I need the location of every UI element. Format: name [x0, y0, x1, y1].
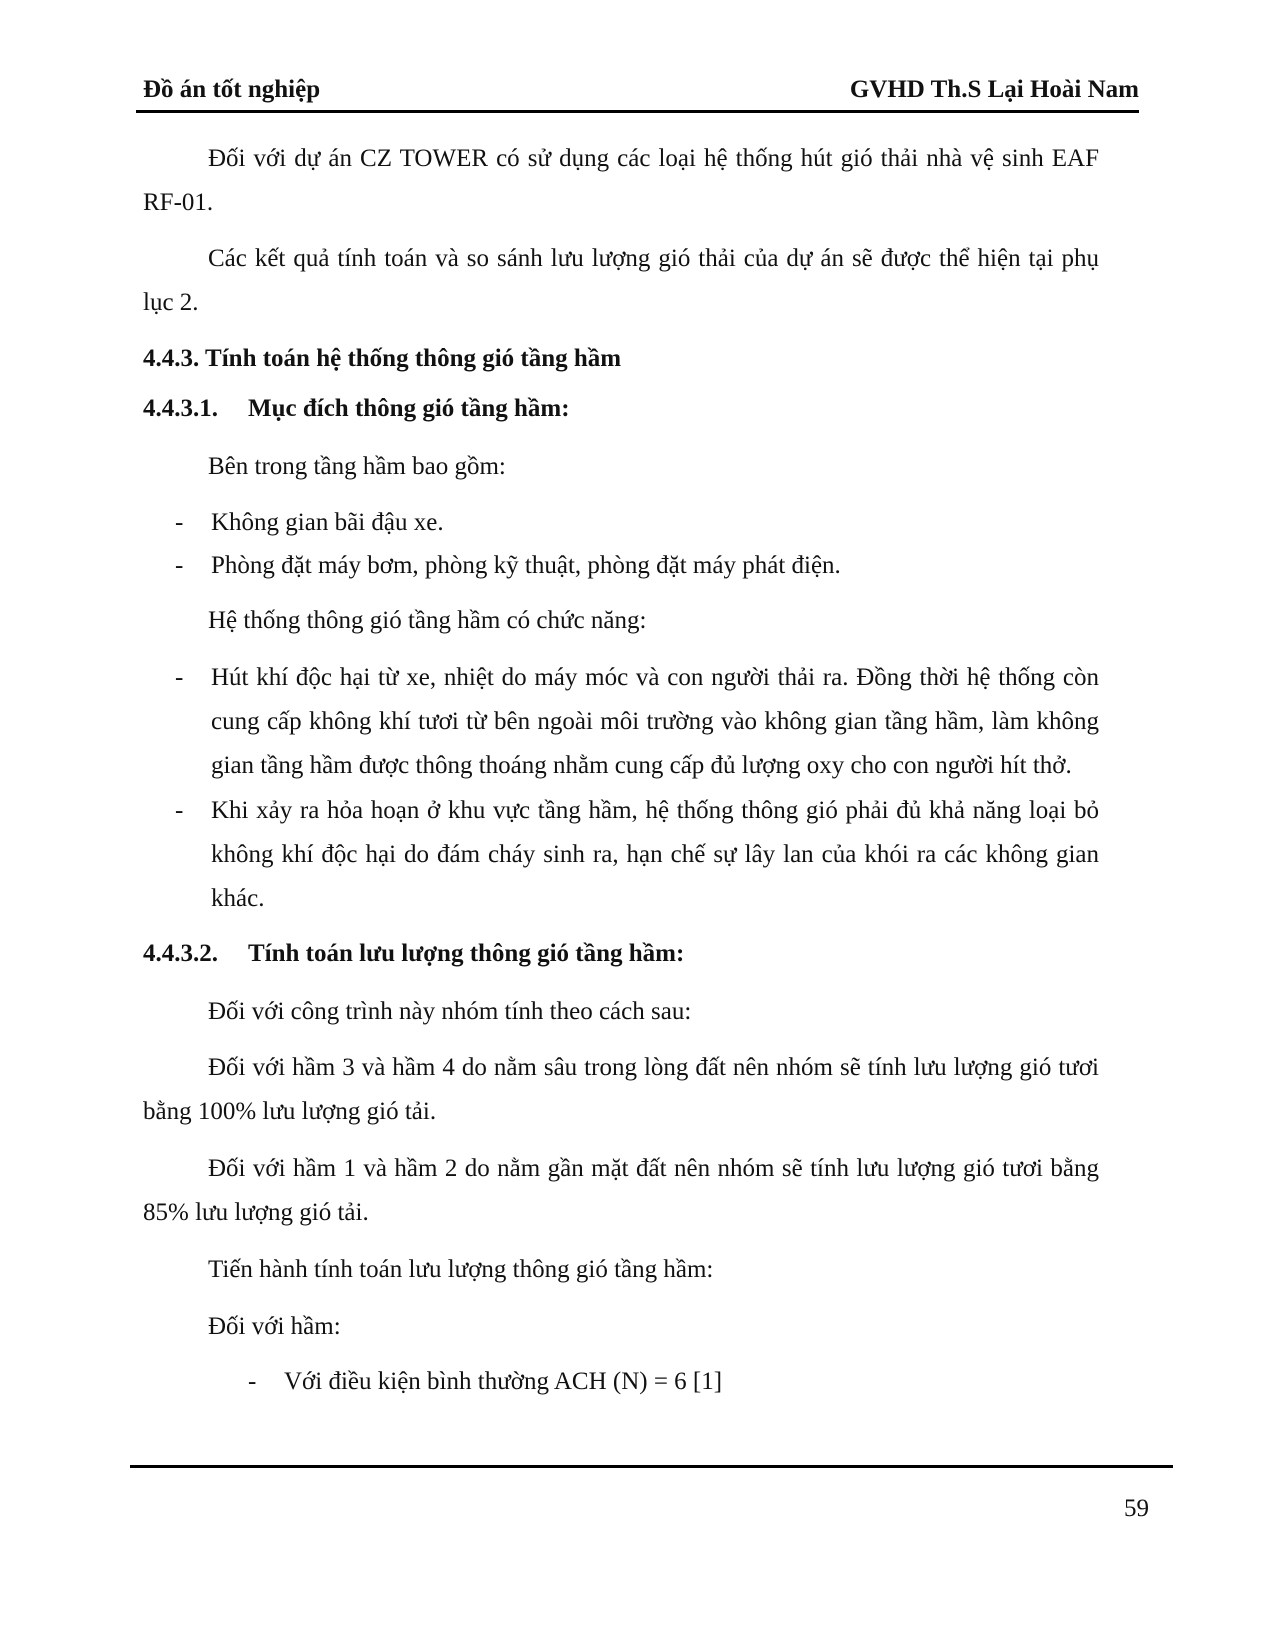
bullet-dash: -: [175, 509, 184, 536]
bullet-item: Với điều kiện bình thường ACH (N) = 6 [1]: [284, 1368, 723, 1395]
paragraph-line: Tiến hành tính toán lưu lượng thông gió tầng hầm:: [208, 1256, 714, 1283]
bullet-dash: -: [175, 664, 184, 691]
paragraph-line: lục 2.: [143, 289, 199, 316]
bullet-item-continuation: gian tầng hầm được thông thoáng nhằm cung cấp đủ lượng oxy cho con người hít thở.: [211, 752, 1072, 779]
paragraph-line: Đối với hầm:: [208, 1313, 341, 1340]
paragraph-line: Đối với hầm 1 và hầm 2 do nằm gần mặt đất nên nhóm sẽ tính lưu lượng gió tươi bằng: [208, 1155, 1099, 1182]
subsection-number-4-4-3-1: 4.4.3.1.: [143, 395, 218, 422]
paragraph-line: Hệ thống thông gió tầng hầm có chức năng:: [208, 607, 647, 634]
bullet-item: Khi xảy ra hỏa hoạn ở khu vực tầng hầm, hệ thống thông gió phải đủ khả năng loại bỏ: [211, 797, 1099, 824]
paragraph-line: 85% lưu lượng gió tải.: [143, 1199, 369, 1226]
page-number: 59: [1124, 1495, 1149, 1522]
bullet-item-continuation: không khí độc hại do đám cháy sinh ra, hạn chế sự lây lan của khói ra các không gian: [211, 841, 1099, 868]
header-divider: [136, 110, 1139, 113]
bullet-item: Không gian bãi đậu xe.: [211, 509, 444, 536]
section-heading-4-4-3: 4.4.3. Tính toán hệ thống thông gió tầng hầm: [143, 345, 622, 372]
subsection-heading-4-4-3-2: Tính toán lưu lượng thông gió tầng hầm:: [248, 940, 685, 967]
paragraph-line: bằng 100% lưu lượng gió tải.: [143, 1098, 437, 1125]
subsection-heading-4-4-3-1: Mục đích thông gió tầng hầm:: [248, 395, 570, 422]
bullet-dash: -: [175, 552, 184, 579]
bullet-item: Phòng đặt máy bơm, phòng kỹ thuật, phòng đặt máy phát điện.: [211, 552, 841, 579]
header-supervisor: GVHD Th.S Lại Hoài Nam: [849, 76, 1139, 103]
paragraph-line: Đối với hầm 3 và hầm 4 do nằm sâu trong lòng đất nên nhóm sẽ tính lưu lượng gió tươi: [208, 1054, 1099, 1081]
subsection-number-4-4-3-2: 4.4.3.2.: [143, 940, 218, 967]
header-document-title: Đồ án tốt nghiệp: [143, 76, 321, 103]
paragraph-line: Bên trong tầng hầm bao gồm:: [208, 453, 506, 480]
bullet-item: Hút khí độc hại từ xe, nhiệt do máy móc và con người thải ra. Đồng thời hệ thống còn: [211, 664, 1099, 691]
paragraph-line: Đối với dự án CZ TOWER có sử dụng các loại hệ thống hút gió thải nhà vệ sinh EAF: [208, 145, 1099, 172]
paragraph-line: Đối với công trình này nhóm tính theo cách sau:: [208, 998, 692, 1025]
bullet-item-continuation: cung cấp không khí tươi từ bên ngoài môi trường vào không gian tầng hầm, làm không: [211, 708, 1099, 735]
bullet-item-continuation: khác.: [211, 885, 265, 912]
paragraph-line: Các kết quả tính toán và so sánh lưu lượng gió thải của dự án sẽ được thể hiện tại phụ: [208, 245, 1099, 272]
footer-divider: [130, 1465, 1173, 1468]
bullet-dash: -: [248, 1368, 257, 1395]
bullet-dash: -: [175, 797, 184, 824]
paragraph-line: RF-01.: [143, 189, 214, 216]
